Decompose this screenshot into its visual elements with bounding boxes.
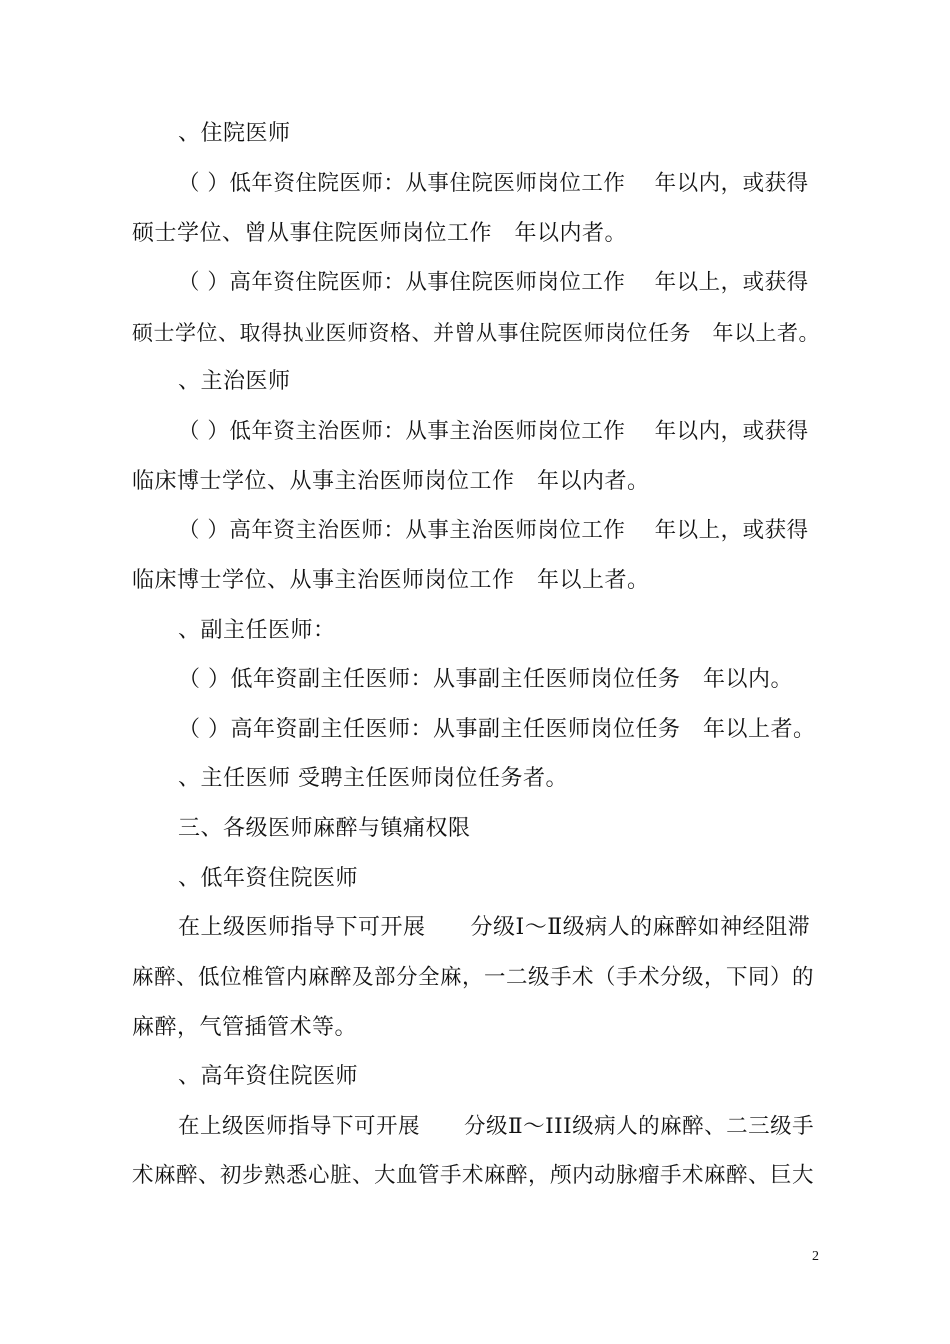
section-attending-physician-heading: 、主治医师 [178, 369, 291, 394]
senior-attending-definition-line-2: 临床博士学位、从事主治医师岗位工作 年以上者。 [132, 568, 650, 593]
section-three-heading: 三、各级医师麻醉与镇痛权限 [178, 816, 471, 841]
senior-resident-definition-line-2: 硕士学位、取得执业医师资格、并曾从事住院医师岗位任务 年以上者。 [132, 321, 820, 345]
section-associate-chief-heading: 、副主任医师： [178, 618, 336, 643]
chief-physician-definition: 、主任医师 受聘主任医师岗位任务者。 [178, 766, 568, 791]
page-number: 2 [812, 1249, 819, 1264]
senior-resident-authority-line-2: 术麻醉、初步熟悉心脏、大血管手术麻醉，颅内动脉瘤手术麻醉、巨大 [132, 1163, 815, 1188]
senior-associate-chief-definition: （ ）高年资副主任医师：从事副主任医师岗位任务 年以上者。 [178, 717, 816, 742]
junior-resident-definition-line-2: 硕士学位、曾从事住院医师岗位工作 年以内者。 [132, 221, 628, 246]
junior-resident-definition-line-1: （ ）低年资住院医师：从事住院医师岗位工作 年以内，或获得 [178, 171, 809, 196]
senior-resident-authority-heading: 、高年资住院医师 [178, 1064, 359, 1089]
junior-resident-authority-line-1: 在上级医师指导下可开展 分级Ⅰ～Ⅱ级病人的麻醉如神经阻滞 [178, 915, 811, 940]
junior-resident-authority-heading: 、低年资住院医师 [178, 866, 359, 891]
junior-resident-authority-line-3: 麻醉，气管插管术等。 [132, 1015, 358, 1040]
section-resident-physician-heading: 、住院医师 [178, 121, 291, 146]
senior-resident-definition-line-1: （ ）高年资住院医师：从事住院医师岗位工作 年以上，或获得 [178, 270, 809, 295]
junior-attending-definition-line-1: （ ）低年资主治医师：从事主治医师岗位工作 年以内，或获得 [178, 419, 809, 444]
junior-resident-authority-line-2: 麻醉、低位椎管内麻醉及部分全麻，一二级手术（手术分级，下同）的 [132, 965, 815, 990]
senior-attending-definition-line-1: （ ）高年资主治医师：从事主治医师岗位工作 年以上，或获得 [178, 518, 809, 543]
senior-resident-authority-line-1: 在上级医师指导下可开展 分级Ⅱ～III级病人的麻醉、二三级手 [178, 1114, 815, 1139]
junior-associate-chief-definition: （ ）低年资副主任医师：从事副主任医师岗位任务 年以内。 [178, 667, 793, 692]
junior-attending-definition-line-2: 临床博士学位、从事主治医师岗位工作 年以内者。 [132, 469, 650, 494]
